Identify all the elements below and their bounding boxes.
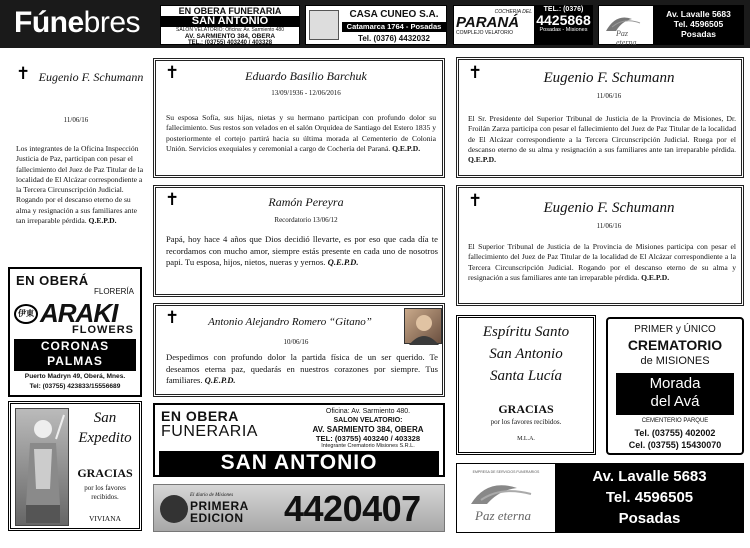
paz-eterna-small: EMPRESA DE SERVICIOS FUNERARIOS: [472, 470, 540, 474]
notice-body: Despedimos con profundo dolor la partida física de un ser querido. Te deseamos eterna paz, quedarás en nuestros corazones por siempre. Tus familiares.: [166, 352, 438, 386]
notice-body: El Superior Tribunal de Justicia de la Provincia de Misiones participa con pesar el fallecimiento del Juez de Paz Titular de la localidad de El Alcázar correspondiente a la Tercera Circunscripción Judicial. Rogando por el descanso eterno de su alma y resignación a sus familiares ante tan irreparable pérdida.: [468, 242, 736, 282]
sa-member: Integrante Crematorio Misiones S.R.L.: [321, 443, 415, 449]
crem-line5: del Avá: [650, 393, 700, 410]
notice-date: 11/06/16: [596, 222, 622, 230]
paz-eterna-address: Av. Lavalle 5683: [592, 468, 707, 485]
deceased-name: Ramón Pereyra: [268, 195, 344, 209]
parana-logo-sub: COMPLEJO VELATORIO: [456, 30, 514, 36]
ad-paz-eterna: [456, 463, 744, 533]
parana-logo-main: PARANÁ: [456, 14, 520, 31]
notice-text: [166, 234, 438, 269]
crem-tel: Tel. (03755) 402002: [634, 428, 716, 438]
ad-line: TEL.: (03755) 403240 / 403328: [187, 40, 273, 46]
notice-schumann-presidente: [456, 57, 744, 178]
araki-logo-text: ARAKI: [40, 298, 118, 328]
cross-icon: ✝: [165, 190, 180, 210]
araki-kanji-icon: 伊東: [14, 304, 38, 324]
araki-palmas: PALMAS: [47, 354, 103, 368]
cross-icon: ✝: [165, 63, 180, 83]
notice-body: Papá, hoy hace 4 años que Dios decidió llevarte, es por eso que cada día te recordamos con mucho amor, siempre estás presente en cada uno de nosotros papi. Tu esposa, hijos, nietos, nueras y yernos.: [166, 234, 438, 268]
notice-text: [468, 242, 736, 283]
araki-title: EN OBERÁ: [16, 273, 89, 288]
notice-schumann-tribunal: [456, 185, 744, 306]
ad-floreria-araki: [8, 267, 142, 397]
expedito-line1: San: [93, 410, 117, 426]
notice-qepd: Q.E.P.D.: [392, 143, 421, 153]
cuneo-logo-icon: [309, 10, 339, 40]
sa-address: AV. SARMIENTO 384, OBERA: [312, 425, 424, 434]
parana-tel-label: TEL.: (0376): [543, 6, 584, 13]
notice-qepd: Q.E.P.D.: [468, 155, 496, 165]
expedito-favor: por los favores recibidos.: [84, 484, 126, 501]
crem-line3: de MISIONES: [640, 355, 710, 367]
cross-icon: ✝: [468, 63, 483, 83]
notice-barchuk: [153, 58, 445, 178]
crem-cel: Cel. (03755) 15430070: [628, 440, 722, 450]
araki-tel: Tel: (03755) 423833/15556689: [29, 383, 121, 390]
pe-small: El diario de Misiones: [190, 493, 234, 498]
notice-romero: [153, 303, 445, 397]
notice-qepd: Q.E.P.D.: [204, 375, 236, 386]
deceased-name: Eduardo Basilio Barchuk: [245, 69, 367, 83]
notice-date: Recordatorio 13/06/12: [274, 216, 338, 224]
paz-eterna-logo: [461, 468, 551, 530]
espiritu-gracias: GRACIAS: [498, 402, 554, 416]
deceased-name: Eugenio F. Schumann: [543, 70, 675, 86]
sa-office: Oficina: Av. Sarmiento 480.: [325, 408, 411, 415]
araki-coronas: CORONAS: [40, 339, 110, 353]
portrait-icon: [405, 309, 443, 345]
section-title-bold: Fúne: [14, 6, 84, 39]
expedito-line2: Expedito: [78, 430, 132, 446]
paz-eterna-logo-text: Paz eterna: [475, 508, 531, 523]
paz-eterna-city: Posadas: [681, 29, 716, 39]
parana-tel: 4425868: [536, 12, 591, 28]
crem-line6: CEMENTERIO PARQUE: [641, 418, 709, 424]
deceased-name: Eugenio F. Schumann: [38, 70, 144, 84]
deceased-name: Antonio Alejandro Romero “Gitano”: [208, 316, 372, 328]
espiritu-sign: M.L.A.: [517, 436, 535, 442]
cross-icon: ✝: [468, 191, 483, 211]
parana-logo-top: COCHERIA DEL: [494, 9, 532, 15]
cuneo-name: CASA CUNEO S.A.: [349, 9, 439, 20]
ad-primera-edicion: [153, 484, 445, 532]
cuneo-address: Catamarca 1764 - Posadas: [342, 22, 446, 32]
paz-eterna-tel: Tel. 4596505: [673, 19, 724, 29]
expedito-gracias: GRACIAS: [77, 466, 133, 480]
thanks-san-expedito: [8, 401, 142, 531]
ad-funeraria-san-antonio: [153, 403, 445, 477]
notice-text: [468, 114, 736, 165]
araki-floreria: FLORERÍA: [93, 287, 134, 296]
notice-pereyra: [153, 185, 445, 297]
notice-qepd: Q.E.P.D.: [327, 257, 359, 268]
pe-logo1: PRIMERA: [190, 499, 249, 513]
header-ad-paz-eterna: [598, 5, 744, 45]
ad-line: SAN ANTONIO: [161, 16, 299, 27]
ad-line: EN OBERA FUNERARIA: [178, 6, 282, 16]
notice-date: 10/06/16: [283, 338, 309, 346]
saint-figure-icon: [16, 409, 70, 527]
section-title-light: bres: [83, 6, 141, 39]
notice-body: Su esposa Sofía, sus hijas, nietas y su hermano participan con profundo dolor su fallecimiento. Sus restos son velados en el salón Orquídea de Santiago del Estero 1835 y posteriormente el cortejo partirá hacia su última morada al Cementerio de Colonia Unión. Servicios exequiales y ceremonial a cargo de Cochería del Paraná.: [166, 113, 436, 153]
notice-text: [166, 352, 438, 387]
notice-qepd: Q.E.P.D.: [88, 216, 117, 226]
thanks-espiritu-santo: [456, 315, 596, 455]
cross-icon: ✝: [165, 308, 180, 328]
espiritu-line3: Santa Lucía: [489, 368, 563, 384]
notice-date: 11/06/16: [596, 92, 622, 100]
sa-line2: FUNERARIA: [161, 423, 258, 440]
espiritu-favor: por los favores recibidos.: [490, 418, 562, 426]
cross-icon: ✝: [16, 64, 31, 84]
paz-eterna-logo-text: Paz eterna: [616, 29, 637, 47]
paz-eterna-info: [653, 6, 744, 44]
notice-text: [166, 113, 436, 154]
paz-eterna-address: Av. Lavalle 5683: [666, 9, 731, 19]
notice-schumann-oficina: [6, 58, 146, 264]
notice-body: Los integrantes de la Oficina Inspección Justicia de Paz, participan con pesar el fallecimiento del Juez de Paz Titular de la localidad de El Alcázar correspondiente a la Tercera Circunscripción Judicial. Rogando por el descanso eterno de su alma y resignación a sus familiares ante tan irreparable pérdida.: [16, 144, 144, 226]
expedito-sign: VIVIANA: [88, 514, 122, 523]
espiritu-line1: Espíritu Santo: [482, 324, 570, 340]
ad-line: AV. SARMIENTO 384, OBERA: [184, 33, 276, 40]
crem-line4: Morada: [649, 375, 701, 392]
cuneo-tel: Tel. (0376) 4432032: [358, 34, 430, 43]
araki-address: Puerto Madryn 49, Oberá, Mnes.: [24, 373, 126, 380]
sa-line1: EN OBERA: [161, 408, 239, 424]
paz-eterna-info-box: [555, 464, 744, 532]
newspaper-logo-icon: [160, 495, 188, 523]
parana-logo: [456, 9, 532, 43]
sa-name: SAN ANTONIO: [159, 451, 439, 475]
notice-text: [16, 144, 146, 226]
parana-tel-box: [534, 6, 593, 44]
pe-logo2: EDICION: [190, 511, 244, 525]
notice-qepd: Q.E.P.D.: [641, 272, 670, 282]
header-ad-parana: [453, 5, 593, 45]
sa-tel: TEL: (03755) 403240 / 403328: [315, 434, 421, 443]
header-ad-cuneo: [305, 5, 447, 45]
notice-date: 11/06/16: [63, 116, 89, 124]
ad-line: SALON VELATORIO: Oficina: Av. Sarmiento 480: [175, 27, 284, 33]
notice-body: El Sr. Presidente del Superior Tribunal de Justicia de la Provincia de Misiones, Dr. Froilán Zarza participa con pesar el fallecimiento del Juez de Paz Titular de la localidad de El Alcázar correspondiente a la Tercera Circunscripción Judicial. Ruega por el descanso eterno de su alma y resignación a sus familiares ante tan irreparable pérdida.: [468, 114, 736, 154]
ad-crematorio-morada: [606, 317, 744, 455]
crem-line1: PRIMER y ÚNICO: [634, 324, 716, 335]
paz-eterna-tel: Tel. 4596505: [605, 489, 694, 506]
sa-salon: SALON VELATORIO:: [333, 417, 403, 424]
araki-flowers: FLOWERS: [72, 324, 134, 336]
deceased-photo: [404, 308, 442, 344]
espiritu-line2: San Antonio: [489, 346, 563, 362]
parana-city: Posadas - Misiones: [539, 27, 588, 33]
araki-logo: [14, 298, 138, 328]
saint-image: [15, 408, 69, 526]
paz-eterna-logo-icon: [602, 9, 650, 47]
pe-phone: 4420407: [284, 488, 421, 529]
araki-coronas-box: [14, 339, 136, 371]
header-ad-san-antonio: [160, 5, 300, 45]
crem-line2: CREMATORIO: [627, 337, 723, 353]
notice-date: 13/09/1936 - 12/06/2016: [271, 89, 341, 97]
crem-morada-box: [616, 373, 734, 415]
deceased-name: Eugenio F. Schumann: [543, 200, 675, 216]
paz-eterna-city: Posadas: [618, 510, 681, 527]
section-title: [14, 6, 140, 40]
